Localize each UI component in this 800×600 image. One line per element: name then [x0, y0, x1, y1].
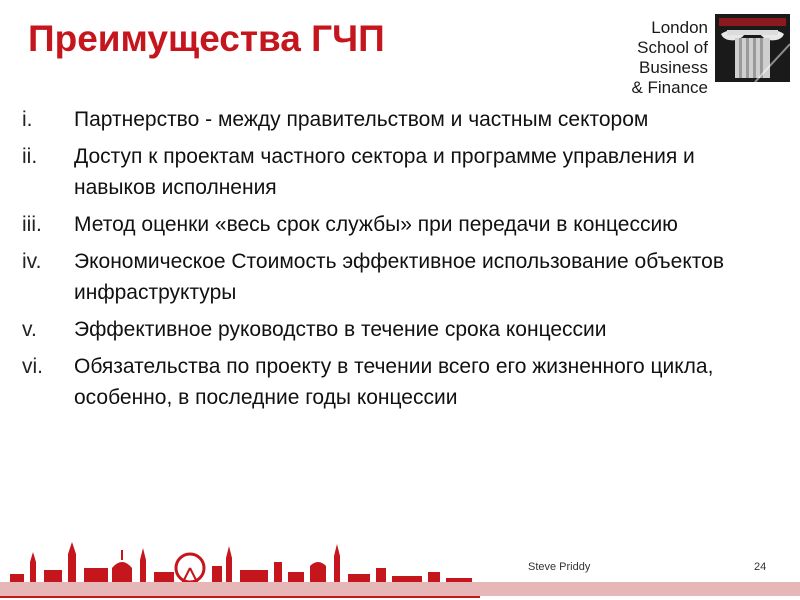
list-item-text: Эффективное руководство в течение срока концессии [74, 318, 607, 341]
advantages-list [22, 104, 782, 419]
list-item-text: Партнерство - между правительством и частным сектором [74, 108, 649, 131]
footer-band [0, 582, 800, 596]
list-item-number: vi. [22, 355, 43, 378]
slide-title: Преимущества ГЧП [28, 18, 385, 59]
logo-line-1: London [651, 18, 708, 37]
list-item-number: iii. [22, 213, 42, 236]
list-item [22, 104, 782, 135]
footer-author: Steve Priddy [528, 561, 591, 573]
logo-line-2: School of Business [637, 38, 708, 77]
list-item-number: ii. [22, 145, 38, 168]
list-item-text: Доступ к проектам частного сектора и программе управления и навыков исполнения [74, 145, 695, 199]
list-item-number: v. [22, 318, 37, 341]
list-item-text: Метод оценки «весь срок службы» при передачи в концессию [74, 213, 678, 236]
column-capital-icon [715, 14, 790, 82]
school-logo [565, 14, 790, 97]
list-item [22, 209, 782, 240]
list-item-number: iv. [22, 250, 42, 273]
list-item [22, 351, 782, 413]
list-item-text: Экономическое Стоимость эффективное использование объектов инфраструктуры [74, 250, 724, 304]
logo-line-3: & Finance [631, 78, 708, 97]
list-item-number: i. [22, 108, 33, 131]
list-item-text: Обязательства по проекту в течении всего его жизненного цикла, особенно, в последние годы концессии [74, 355, 714, 409]
page-number: 24 [754, 561, 767, 573]
logo-text [565, 18, 708, 98]
list-item [22, 314, 782, 345]
list-item [22, 246, 782, 308]
list-item [22, 141, 782, 203]
